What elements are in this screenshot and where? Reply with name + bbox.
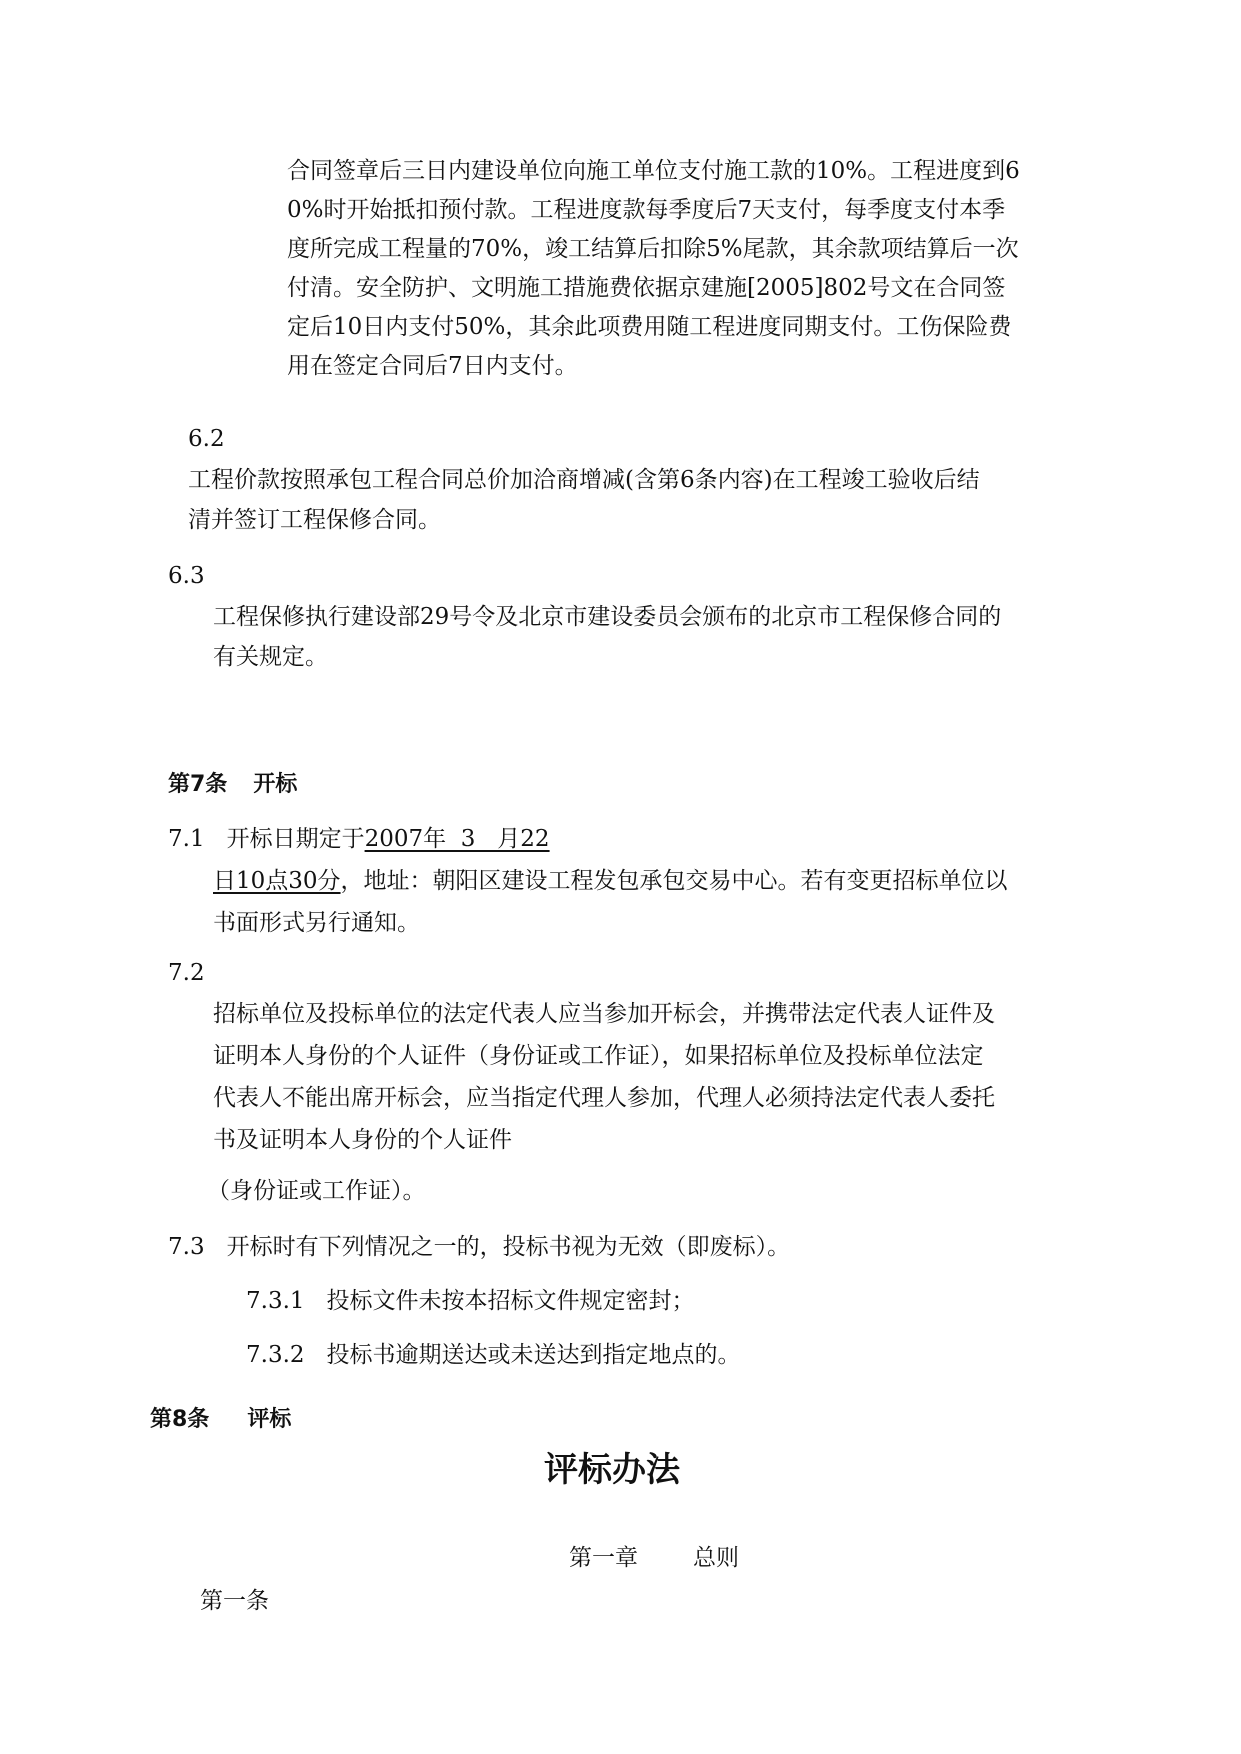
clause-7-3-2 [246, 1334, 741, 1376]
clause-6-2-number: 6.2 [188, 426, 225, 452]
paragraph-line: 证明本人身份的个人证件（身份证或工作证），如果招标单位及投标单位法定 [213, 1043, 984, 1069]
article-8-number: 第8条 [150, 1407, 210, 1432]
sub-item-number: 7.3.2 [246, 1342, 305, 1368]
clause-7-3-number: 7.3 [168, 1234, 205, 1260]
opening-date: 2007年 3 月22 [364, 826, 550, 852]
article-7-title: 开标 [253, 772, 298, 797]
paragraph-line: 合同签章后三日内建设单位向施工单位支付施工款的10%。工程进度到6 [287, 158, 1020, 184]
paragraph-line: 度所完成工程量的70%，竣工结算后扣除5%尾款，其余款项结算后一次 [287, 236, 1019, 262]
article-7-heading [168, 764, 297, 806]
chapter-number: 第一章 [569, 1545, 638, 1571]
clause-7-3-1 [246, 1280, 695, 1322]
clause-7-1-body [213, 860, 1008, 944]
sub-item-number: 7.3.1 [246, 1288, 305, 1314]
clause-6-2-text [188, 460, 980, 540]
paragraph-line [213, 860, 1008, 902]
clause-7-1-number: 7.1 [168, 826, 205, 852]
sub-item-text: 投标书逾期送达或未送达到指定地点的。 [326, 1342, 741, 1368]
paragraph-line: 工程价款按照承包工程合同总价加洽商增减(含第6条内容)在工程竣工验收后结 [188, 467, 980, 493]
clause-7-1-line1 [168, 818, 588, 860]
first-article-heading: 第一条 [200, 1588, 269, 1614]
clause-7-2-tail: （身份证或工作证）。 [207, 1178, 426, 1204]
paragraph-line: 有关规定。 [213, 644, 328, 670]
paragraph-line: 用在签定合同后7日内支付。 [287, 353, 578, 379]
opening-time: 日10点30分 [213, 868, 341, 894]
paragraph-line: 招标单位及投标单位的法定代表人应当参加开标会，并携带法定代表人证件及 [213, 1001, 995, 1027]
article-7-number: 第7条 [168, 772, 228, 797]
document-title: 评标办法 [544, 1450, 680, 1490]
sub-item-text: 投标文件未按本招标文件规定密封； [326, 1288, 695, 1314]
article-8-heading [150, 1399, 291, 1441]
chapter-heading [569, 1537, 739, 1579]
paragraph-line: 付清。安全防护、文明施工措施费依据京建施[2005]802号文在合同签 [287, 275, 1006, 301]
paragraph-line: 定后10日内支付50%，其余此项费用随工程进度同期支付。工伤保险费 [287, 314, 1012, 340]
paragraph-line: 书及证明本人身份的个人证件 [213, 1127, 512, 1153]
address-text: ，地址：朝阳区建设工程发包承包交易中心。若有变更招标单位以 [340, 868, 1008, 894]
clause-7-3-text: 开标时有下列情况之一的，投标书视为无效（即废标）。 [226, 1234, 791, 1260]
clause-7-3 [168, 1226, 790, 1268]
clause-6-3-text [213, 597, 1001, 677]
paragraph-line: 书面形式另行通知。 [213, 910, 420, 936]
chapter-title: 总则 [693, 1545, 739, 1571]
paragraph-line: 工程保修执行建设部29号令及北京市建设委员会颁布的北京市工程保修合同的 [213, 604, 1002, 630]
paragraph-line: 代表人不能出席开标会，应当指定代理人参加，代理人必须持法定代表人委托 [213, 1085, 995, 1111]
article-8-title: 评标 [247, 1407, 292, 1432]
clause-7-1-intro: 开标日期定于 [226, 826, 365, 852]
paragraph-line: 0%时开始抵扣预付款。工程进度款每季度后7天支付，每季度支付本季 [287, 197, 1006, 223]
payment-paragraph [287, 152, 1020, 386]
clause-6-3-number: 6.3 [168, 563, 205, 589]
paragraph-line: 清并签订工程保修合同。 [188, 507, 441, 533]
clause-7-2-text [213, 993, 995, 1161]
clause-7-2-number: 7.2 [168, 960, 205, 986]
